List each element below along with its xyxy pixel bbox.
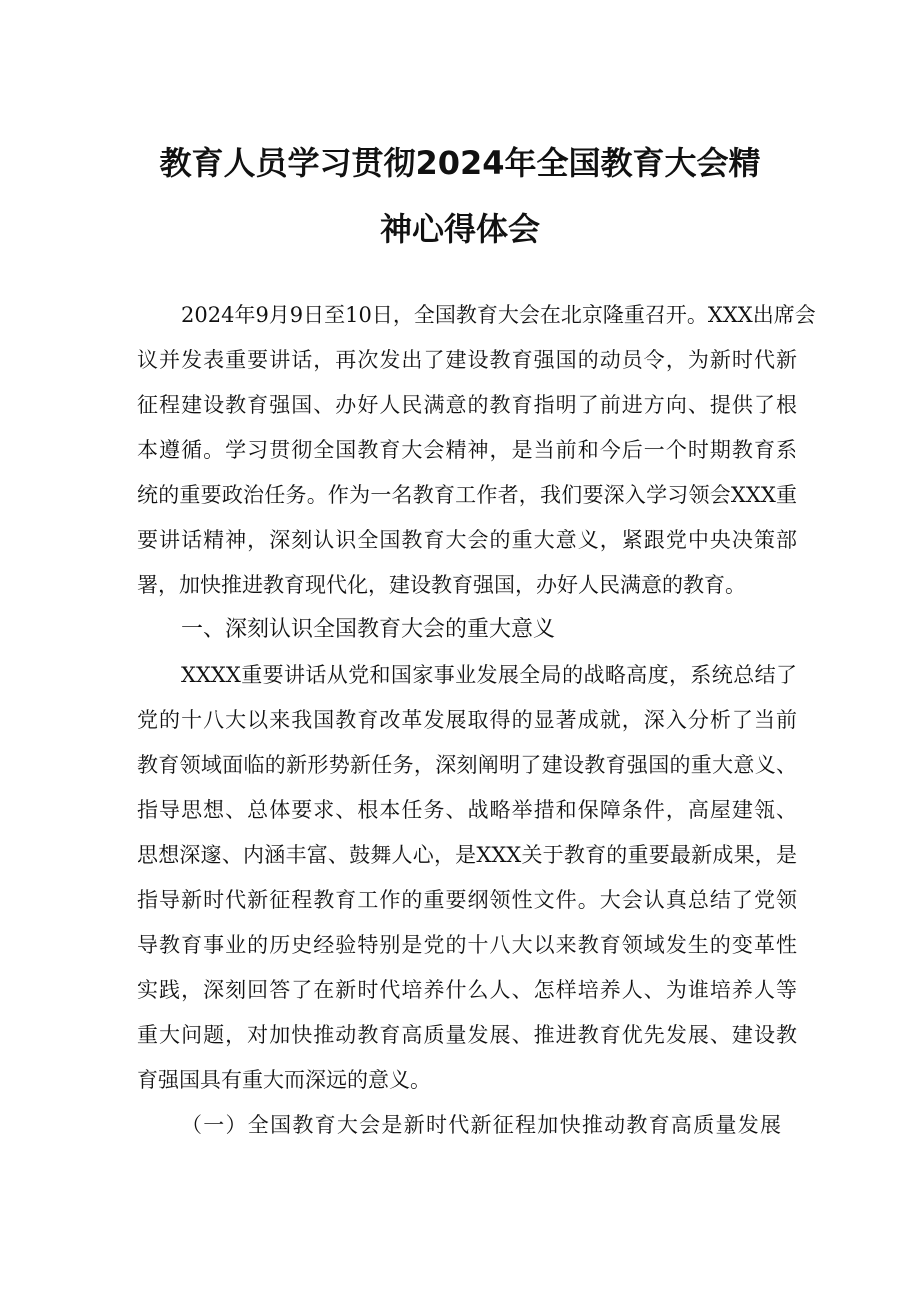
section-1-paragraph-line: 育强国具有重大而深远的意义。 <box>137 1068 431 1092</box>
section-1-paragraph-line: XXXX重要讲话从党和国家事业发展全局的战略高度，系统总结了 <box>181 663 797 687</box>
section-1-paragraph-line: 教育领域面临的新形势新任务，深刻阐明了建设教育强国的重大意义、 <box>137 753 797 777</box>
intro-paragraph-line: 本遵循。学习贯彻全国教育大会精神，是当前和今后一个时期教育系 <box>137 438 797 462</box>
section-1-paragraph-line: 指导新时代新征程教育工作的重要纲领性文件。大会认真总结了党领 <box>137 888 797 912</box>
intro-paragraph-line: 议并发表重要讲话，再次发出了建设教育强国的动员令，为新时代新 <box>137 348 797 372</box>
section-1-paragraph-line: 思想深邃、内涵丰富、鼓舞人心，是XXX关于教育的重要最新成果，是 <box>137 843 797 867</box>
section-1-paragraph-line: 导教育事业的历史经验特别是党的十八大以来教育领域发生的变革性 <box>137 933 797 957</box>
intro-paragraph-line: 统的重要政治任务。作为一名教育工作者，我们要深入学习领会XXX重 <box>137 483 797 507</box>
section-1-paragraph-line: 党的十八大以来我国教育改革发展取得的显著成就，深入分析了当前 <box>137 708 797 732</box>
section-1-paragraph-line: 指导思想、总体要求、根本任务、战略举措和保障条件，高屋建瓴、 <box>137 798 797 822</box>
intro-paragraph-line: 征程建设教育强国、办好人民满意的教育指明了前进方向、提供了根 <box>137 393 797 417</box>
section-1-paragraph-line: 实践，深刻回答了在新时代培养什么人、怎样培养人、为谁培养人等 <box>137 978 797 1002</box>
subsection-1-heading: （一）全国教育大会是新时代新征程加快推动教育高质量发展 <box>181 1113 781 1137</box>
intro-paragraph-line: 要讲话精神，深刻认识全国教育大会的重大意义，紧跟党中央决策部 <box>137 528 797 552</box>
document-title-line-1: 教育人员学习贯彻2024年全国教育大会精 <box>159 144 761 182</box>
document-title-line-2: 神心得体会 <box>379 210 540 248</box>
intro-paragraph-line: 2024年9月9日至10日，全国教育大会在北京隆重召开。XXX出席会 <box>181 303 816 327</box>
section-1-heading: 一、深刻认识全国教育大会的重大意义 <box>181 617 556 642</box>
intro-paragraph-line: 署，加快推进教育现代化，建设教育强国，办好人民满意的教育。 <box>137 573 746 597</box>
section-1-paragraph-line: 重大问题，对加快推动教育高质量发展、推进教育优先发展、建设教 <box>137 1023 797 1047</box>
